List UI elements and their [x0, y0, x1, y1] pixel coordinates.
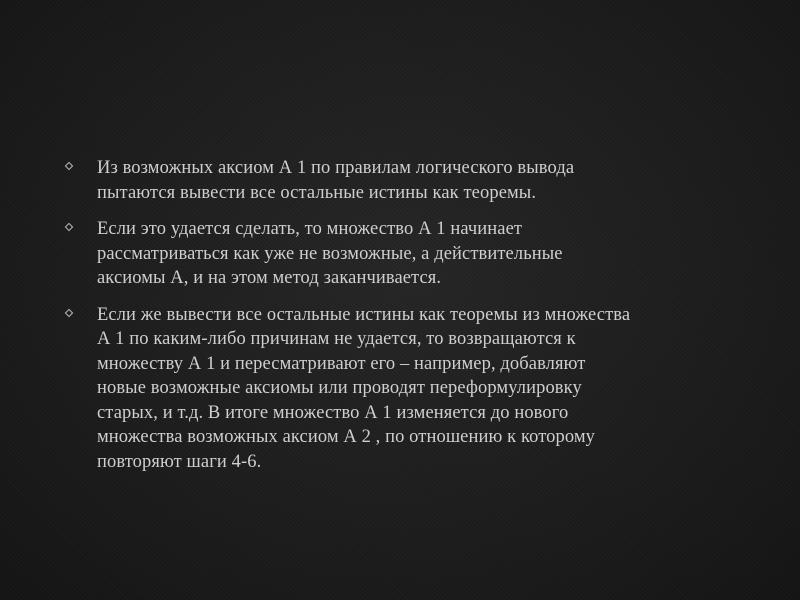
bullet-list	[66, 156, 746, 474]
diamond-bullet-icon	[65, 223, 73, 231]
bullet-item	[66, 156, 746, 205]
bullet-text: Из возможных аксиом А 1 по правилам логического вывода пытаются вывести все остальные истины как теоремы.	[97, 158, 575, 203]
bullet-text: Если же вывести все остальные истины как теоремы из множества А 1 по каким-либо причинам не удается, то возвращаются к множеству А 1 и пересматривают его – например, добавляют новые возможные аксиомы или проводят переформулировку старых, и т.д. В итоге множество А 1 изменяется до нового множества возможных аксиом А 2 , по отношению к которому повторяют шаги 4-6.	[97, 304, 631, 472]
bullet-text: Если это удается сделать, то множество А 1 начинает рассматриваться как уже не возможные, а действительные аксиомы А, и на этом метод заканчивается.	[97, 219, 563, 288]
bullet-item	[66, 303, 746, 475]
diamond-bullet-icon	[65, 162, 73, 170]
slide-body	[66, 156, 746, 486]
bullet-item	[66, 217, 746, 291]
diamond-bullet-icon	[65, 308, 73, 316]
